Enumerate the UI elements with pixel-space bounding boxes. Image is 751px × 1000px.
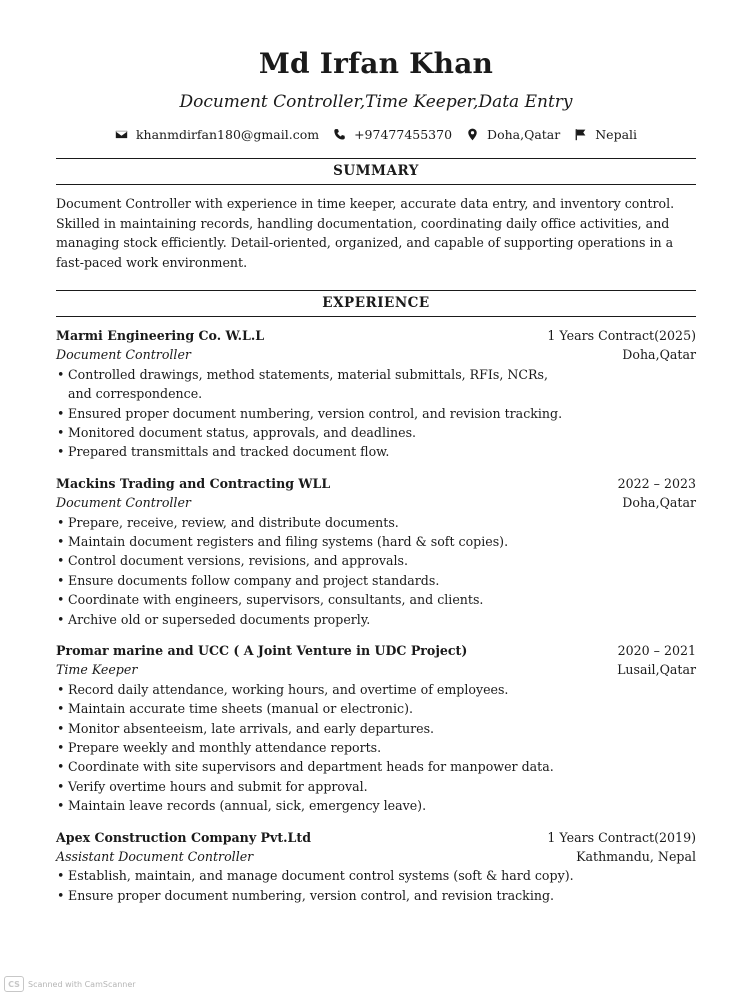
contact-email [115, 127, 319, 142]
company-name: Apex Construction Company Pvt.Ltd [56, 829, 312, 845]
phone-icon [333, 128, 346, 141]
camscanner-logo: CS [4, 976, 24, 992]
job-dates: 1 Years Contract(2025) [547, 328, 696, 343]
job-title: Assistant Document Controller [56, 849, 254, 865]
company-name: Mackins Trading and Contracting WLL [56, 475, 331, 491]
job-dates: 2022 – 2023 [617, 475, 696, 491]
contact-location [466, 127, 560, 142]
contact-nationality [574, 127, 637, 142]
list-item: • Ensure proper document numbering, version control, and revision tracking. [56, 886, 628, 905]
list-item: • Maintain accurate time sheets (manual or electronic). [56, 699, 563, 718]
job-title: Document Controller [56, 347, 191, 363]
list-item: • Ensure documents follow company and project standards. [56, 571, 563, 590]
job-bullets [56, 866, 696, 905]
job-bullets [56, 365, 696, 462]
list-item: • Maintain document registers and filing systems (hard & soft copies). [56, 532, 563, 551]
job-location: Lusail,Qatar [617, 662, 696, 678]
job-title: Time Keeper [56, 662, 138, 678]
experience-entry [56, 828, 696, 906]
resume-page [56, 0, 696, 905]
camscanner-watermark [4, 976, 136, 992]
list-item: • Prepared transmittals and tracked document flow. [56, 442, 563, 461]
list-item: • Verify overtime hours and submit for approval. [56, 777, 563, 796]
summary-heading: SUMMARY [56, 158, 696, 185]
contact-phone-text: +97477455370 [354, 126, 453, 142]
list-item: • Record daily attendance, working hours, and overtime of employees. [56, 680, 563, 699]
experience-heading: EXPERIENCE [56, 290, 696, 317]
contact-nationality-text: Nepali [595, 126, 638, 142]
contact-email-text: khanmdirfan180@gmail.com [135, 126, 320, 142]
job-location: Doha,Qatar [622, 495, 696, 511]
experience-entry [56, 326, 696, 462]
list-item: • Control document versions, revisions, and approvals. [56, 551, 563, 570]
company-name: Promar marine and UCC ( A Joint Venture in UDC Project) [56, 643, 468, 659]
list-item: • Monitored document status, approvals, and deadlines. [56, 423, 563, 442]
company-name: Marmi Engineering Co. W.L.L [56, 328, 265, 343]
job-bullets [56, 513, 696, 629]
list-item: • Controlled drawings, method statements, material submittals, RFIs, NCRs, and correspondence. [56, 365, 563, 404]
job-location: Doha,Qatar [622, 347, 696, 363]
location-pin-icon [466, 128, 479, 141]
envelope-icon [115, 128, 128, 141]
list-item: • Prepare weekly and monthly attendance reports. [56, 738, 563, 757]
resume-name: Md Irfan Khan [258, 47, 494, 80]
contact-phone [333, 127, 452, 142]
list-item: • Ensured proper document numbering, version control, and revision tracking. [56, 404, 563, 423]
watermark-text: Scanned with CamScanner [28, 979, 136, 989]
job-title: Document Controller [56, 495, 191, 511]
job-dates: 1 Years Contract(2019) [547, 829, 696, 845]
list-item: • Monitor absenteeism, late arrivals, and early departures. [56, 719, 563, 738]
experience-entry [56, 474, 696, 629]
list-item: • Establish, maintain, and manage document control systems (soft & hard copy). [56, 866, 628, 885]
list-item: • Coordinate with site supervisors and department heads for manpower data. [56, 757, 563, 776]
list-item: • Archive old or superseded documents properly. [56, 610, 563, 629]
experience-entry [56, 641, 696, 816]
summary-text: Document Controller with experience in time keeper, accurate data entry, and inventory control. Skilled in maintaining records, handling documentation, coordinating daily office activities, and managing stock efficiently. Detail-oriented, organized, and capable of supporting operations in a fast-paced work environment. [56, 196, 675, 270]
list-item: • Maintain leave records (annual, sick, emergency leave). [56, 796, 563, 815]
contact-bar [56, 125, 696, 143]
job-bullets [56, 680, 696, 816]
flag-icon [574, 128, 587, 141]
job-dates: 2020 – 2021 [617, 643, 696, 659]
list-item: • Coordinate with engineers, supervisors, consultants, and clients. [56, 590, 563, 609]
contact-location-text: Doha,Qatar [487, 126, 561, 142]
job-location: Kathmandu, Nepal [576, 849, 696, 865]
resume-subtitle: Document Controller,Time Keeper,Data Entry [179, 92, 573, 112]
list-item: • Prepare, receive, review, and distribute documents. [56, 513, 563, 532]
